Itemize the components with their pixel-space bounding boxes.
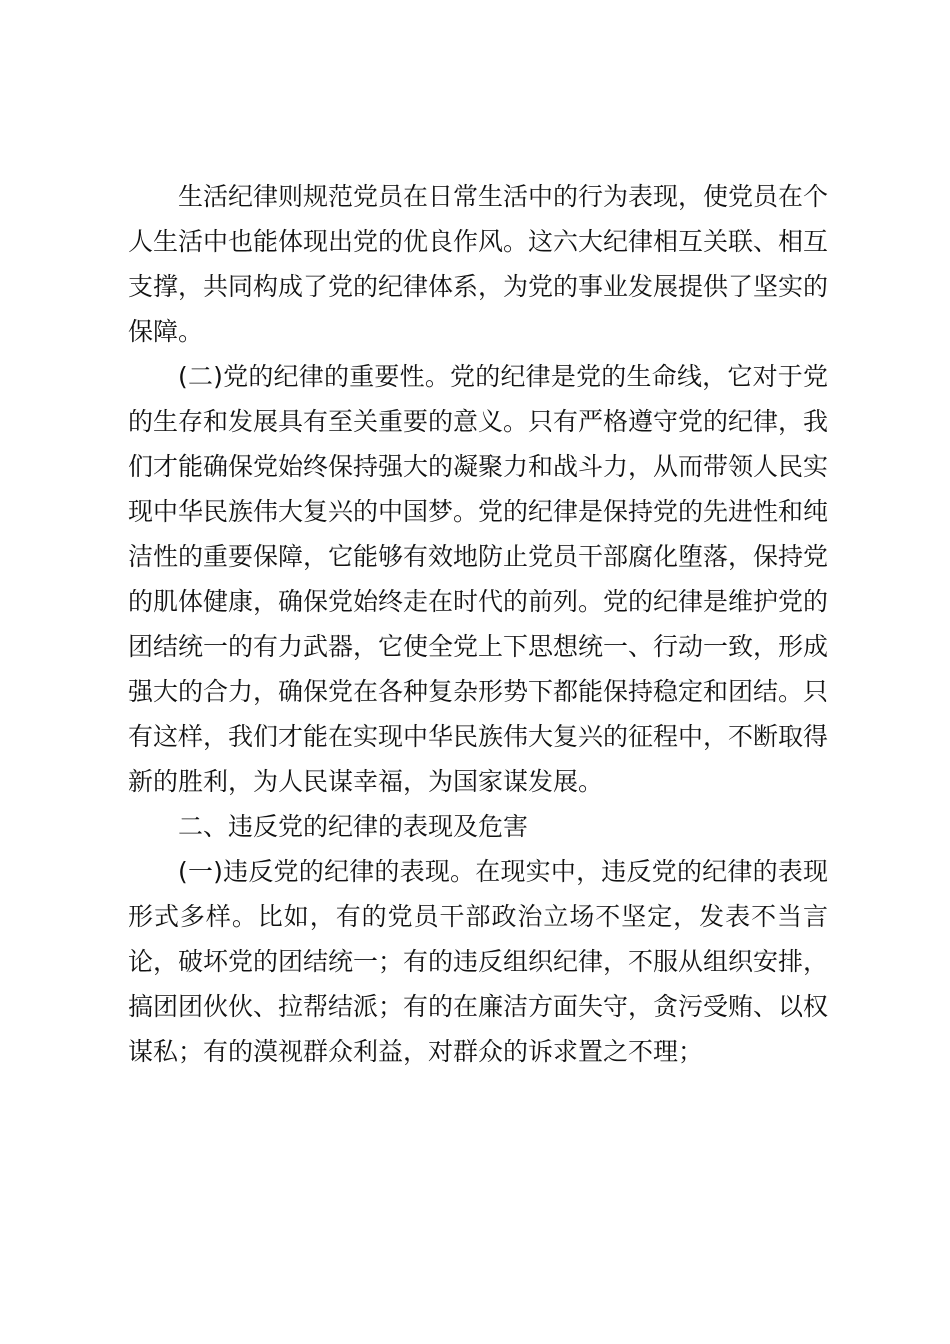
section-heading-violations: 二、违反党的纪律的表现及危害 (178, 812, 529, 841)
paragraph-violation-forms: (一)违反党的纪律的表现。在现实中，违反党的纪律的表现形式多样。比如，有的党员干部政治立场不坚定，发表不当言论，破坏党的团结统一；有的违反组织纪律，不服从组织安排，搞团团伙伙、拉帮结派；有的在廉洁方面失守，贪污受贿、以权谋私；有的漠视群众利益，对群众的诉求置之不理； (128, 857, 829, 1066)
paragraph-discipline-importance: (二)党的纪律的重要性。党的纪律是党的生命线，它对于党的生存和发展具有至关重要的意义。只有严格遵守党的纪律，我们才能确保党始终保持强大的凝聚力和战斗力，从而带领人民实现中华民族伟大复兴的中国梦。党的纪律是保持党的先进性和纯洁性的重要保障，它能够有效地防止党员干部腐化堕落，保持党的肌体健康，确保党始终走在时代的前列。党的纪律是维护党的团结统一的有力武器，它使全党上下思想统一、行动一致，形成强大的合力，确保党在各种复杂形势下都能保持稳定和团结。只有这样，我们才能在实现中华民族伟大复兴的征程中，不断取得新的胜利，为人民谋幸福，为国家谋发展。 (128, 362, 829, 796)
document-body (128, 174, 828, 1074)
paragraph-life-discipline: 生活纪律则规范党员在日常生活中的行为表现，使党员在个人生活中也能体现出党的优良作风。这六大纪律相互关联、相互支撑，共同构成了党的纪律体系，为党的事业发展提供了坚实的保障。 (128, 182, 829, 346)
